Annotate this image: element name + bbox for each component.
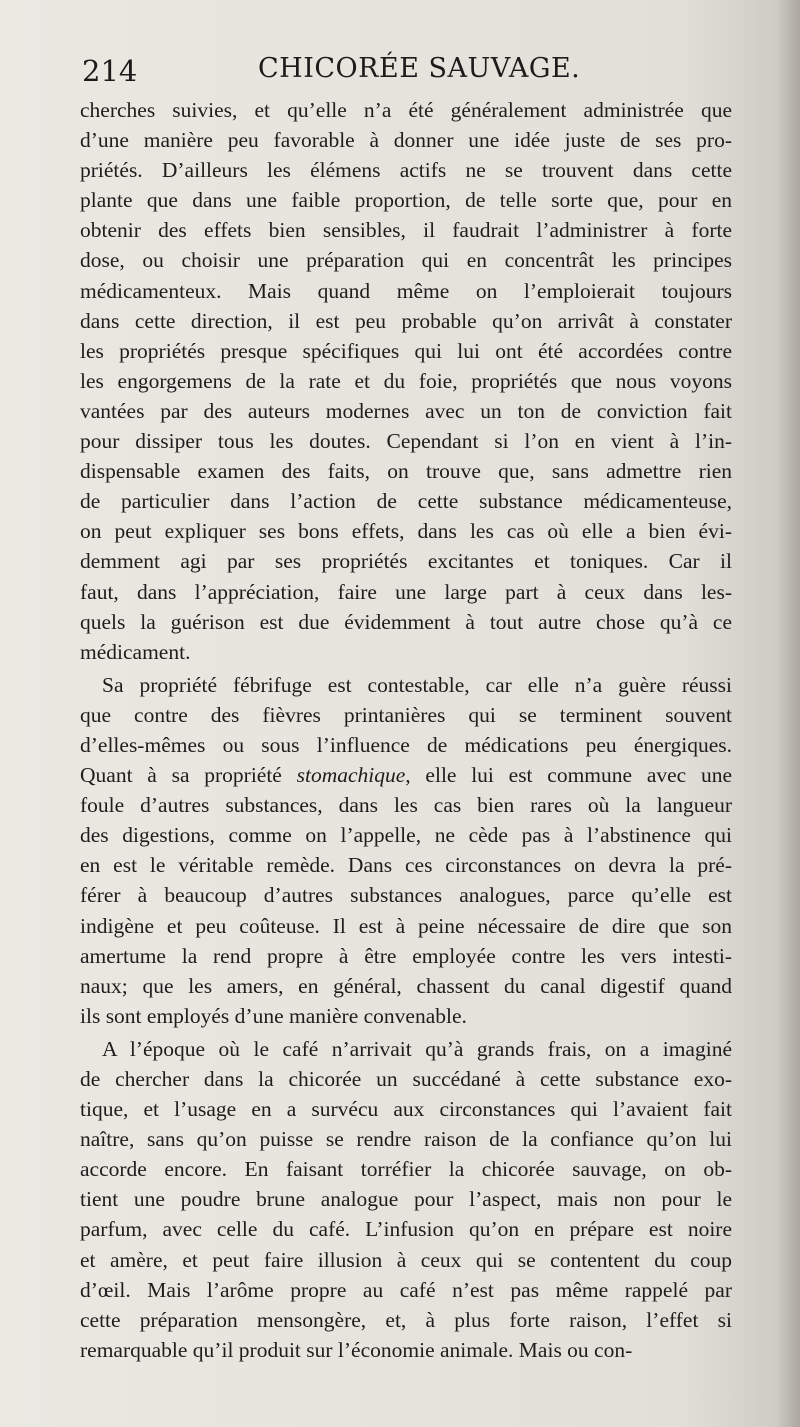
paragraph — [80, 95, 732, 667]
text-line: que contre des fièvres printanières qui se terminent souvent — [80, 702, 732, 727]
text-line: priétés. D’ailleurs les élémens actifs ne se trouvent dans cette — [80, 158, 732, 183]
text-line: quels la guérison est due évidemment à tout autre chose qu’à ce — [80, 609, 732, 634]
text-line: indigène et peu coûteuse. Il est à peine nécessaire de dire que son — [80, 913, 732, 938]
text-line: vantées par des auteurs modernes avec un ton de conviction fait — [80, 398, 732, 423]
text-line: obtenir des effets bien sensibles, il faudrait l’administrer à forte — [80, 218, 732, 243]
text-line: dose, ou choisir une préparation qui en concentrât les principes — [80, 248, 732, 273]
text-line: plante que dans une faible proportion, de telle sorte que, pour en — [80, 188, 732, 213]
paragraph — [80, 1034, 732, 1365]
text-line: de particulier dans l’action de cette substance médicamenteuse, — [80, 489, 732, 514]
text-line: A l’époque où le café n’arrivait qu’à grands frais, on a imaginé — [102, 1036, 732, 1061]
paragraph — [80, 670, 732, 1031]
text-line: ils sont employés d’une manière convenable. — [80, 1003, 467, 1028]
text-line: parfum, avec celle du café. L’infusion qu’on en prépare est noire — [80, 1217, 732, 1242]
text-line: médicament. — [80, 639, 191, 664]
text-line: faut, dans l’appréciation, faire une large part à ceux dans les- — [80, 579, 732, 604]
text-line: amertume la rend propre à être employée contre les vers intesti- — [80, 943, 732, 968]
text-line: férer à beaucoup d’autres substances analogues, parce qu’elle est — [80, 883, 732, 908]
text-line: naître, sans qu’on puisse se rendre raison de la confiance qu’on lui — [80, 1127, 732, 1152]
text-line: demment agi par ses propriétés excitantes et toniques. Car il — [80, 549, 732, 574]
text-line: remarquable qu’il produit sur l’économie animale. Mais ou con- — [80, 1337, 633, 1362]
text-line: dans cette direction, il est peu probable qu’on arrivât à constater — [80, 308, 732, 333]
text-line: naux; que les amers, en général, chassent du canal digestif quand — [80, 973, 732, 998]
page-number: 214 — [82, 54, 138, 88]
text-line: d’œil. Mais l’arôme propre au café n’est pas même rappelé par — [80, 1277, 732, 1302]
body-text — [80, 95, 732, 1365]
text-line: tique, et l’usage en a survécu aux circonstances qui l’avaient fait — [80, 1097, 732, 1122]
text-line: pour dissiper tous les doutes. Cependant si l’on en vient à l’in- — [80, 429, 732, 454]
text-line: les engorgemens de la rate et du foie, propriétés que nous voyons — [80, 368, 732, 393]
text-line: Sa propriété fébrifuge est contestable, car elle n’a guère réussi — [102, 672, 732, 697]
text-line: foule d’autres substances, dans les cas bien rares où la langueur — [80, 793, 732, 818]
text-line: tient une poudre brune analogue pour l’aspect, mais non pour le — [80, 1187, 732, 1212]
text-line: en est le véritable remède. Dans ces circonstances on devra la pré- — [80, 853, 732, 878]
text-line: des digestions, comme on l’appelle, ne cède pas à l’abstinence qui — [80, 823, 732, 848]
text-line: cette préparation mensongère, et, à plus forte raison, l’effet si — [80, 1307, 732, 1332]
text-line: cherches suivies, et qu’elle n’a été généralement administrée que — [80, 98, 732, 122]
text-line: de chercher dans la chicorée un succédané à cette substance exo- — [80, 1067, 732, 1091]
text-line: d’elles-mêmes ou sous l’influence de médications peu énergiques. — [80, 732, 732, 757]
text-line: médicamenteux. Mais quand même on l’emploierait toujours — [80, 278, 732, 303]
running-title: CHICORÉE SAUVAGE. — [258, 53, 581, 84]
text-line: Quant à sa propriété stomachique, elle lui est commune avec une — [80, 763, 732, 788]
text-line: dispensable examen des faits, on trouve que, sans admettre rien — [80, 459, 732, 484]
page-header — [80, 48, 730, 92]
text-line: on peut expliquer ses bons effets, dans les cas où elle a bien évi- — [80, 519, 732, 544]
binding-shadow — [778, 0, 800, 1427]
text-line: et amère, et peut faire illusion à ceux qui se contentent du coup — [80, 1247, 732, 1272]
text-line: les propriétés presque spécifiques qui lui ont été accordées contre — [80, 338, 732, 363]
text-line: accorde encore. En faisant torréfier la chicorée sauvage, on ob- — [80, 1157, 732, 1182]
text-line: d’une manière peu favorable à donner une idée juste de ses pro- — [80, 128, 732, 153]
